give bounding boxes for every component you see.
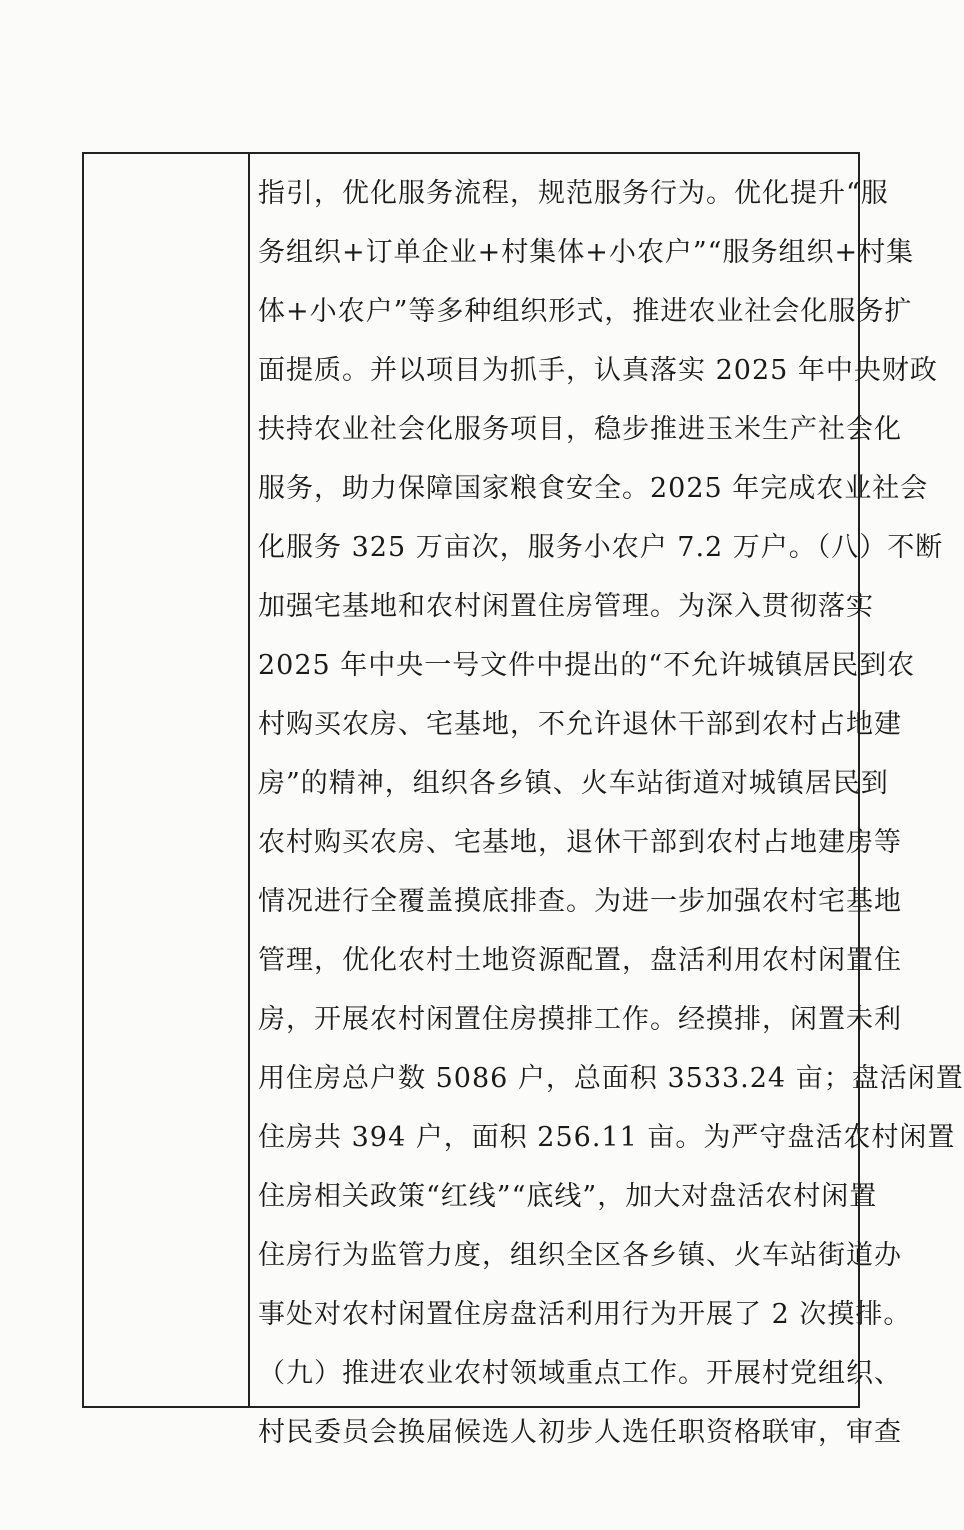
- text-line: 体+小农户”等多种组织形式，推进农业社会化服务扩: [258, 296, 913, 327]
- text-line: 村购买农房、宅基地，不允许退休干部到农村占地建: [258, 709, 902, 740]
- text-line: 住房相关政策“红线”“底线”，加大对盘活农村闲置: [258, 1181, 878, 1212]
- text-line: 指引，优化服务流程，规范服务行为。优化提升“服: [258, 178, 889, 209]
- text-line: 服务，助力保障国家粮食安全。2025 年完成农业社会: [258, 473, 929, 504]
- text-line: （九）推进农业农村领域重点工作。开展村党组织、: [258, 1358, 902, 1389]
- text-line: 扶持农业社会化服务项目，稳步推进玉米生产社会化: [258, 414, 902, 445]
- text-line: 村民委员会换届候选人初步人选任职资格联审，审查: [258, 1417, 902, 1448]
- text-line: 房”的精神，组织各乡镇、火车站街道对城镇居民到: [258, 768, 889, 799]
- text-line: 住房行为监管力度，组织全区各乡镇、火车站街道办: [258, 1240, 902, 1271]
- text-line: 用住房总户数 5086 户，总面积 3533.24 亩；盘活闲置: [258, 1063, 964, 1094]
- text-line: 加强宅基地和农村闲置住房管理。为深入贯彻落实: [258, 591, 874, 622]
- text-line: 化服务 325 万亩次，服务小农户 7.2 万户。（八）不断: [258, 532, 944, 563]
- text-line: 情况进行全覆盖摸底排查。为进一步加强农村宅基地: [258, 886, 902, 917]
- text-line: 事处对农村闲置住房盘活利用行为开展了 2 次摸排。: [258, 1299, 912, 1330]
- table-content-cell: [250, 154, 964, 1448]
- text-line: 房，开展农村闲置住房摸排工作。经摸排，闲置未利: [258, 1004, 902, 1035]
- text-line: 2025 年中央一号文件中提出的“不允许城镇居民到农: [258, 650, 916, 681]
- text-line: 管理，优化农村土地资源配置，盘活利用农村闲置住: [258, 945, 902, 976]
- document-table: [82, 152, 964, 1448]
- text-line: 农村购买农房、宅基地，退休干部到农村占地建房等: [258, 827, 902, 858]
- text-line: 住房共 394 户，面积 256.11 亩。为严守盘活农村闲置: [258, 1122, 956, 1153]
- text-line: 面提质。并以项目为抓手，认真落实 2025 年中央财政: [258, 355, 938, 386]
- table-left-cell: [84, 154, 250, 1406]
- text-line: 务组织+订单企业+村集体+小农户”“服务组织+村集: [258, 237, 915, 268]
